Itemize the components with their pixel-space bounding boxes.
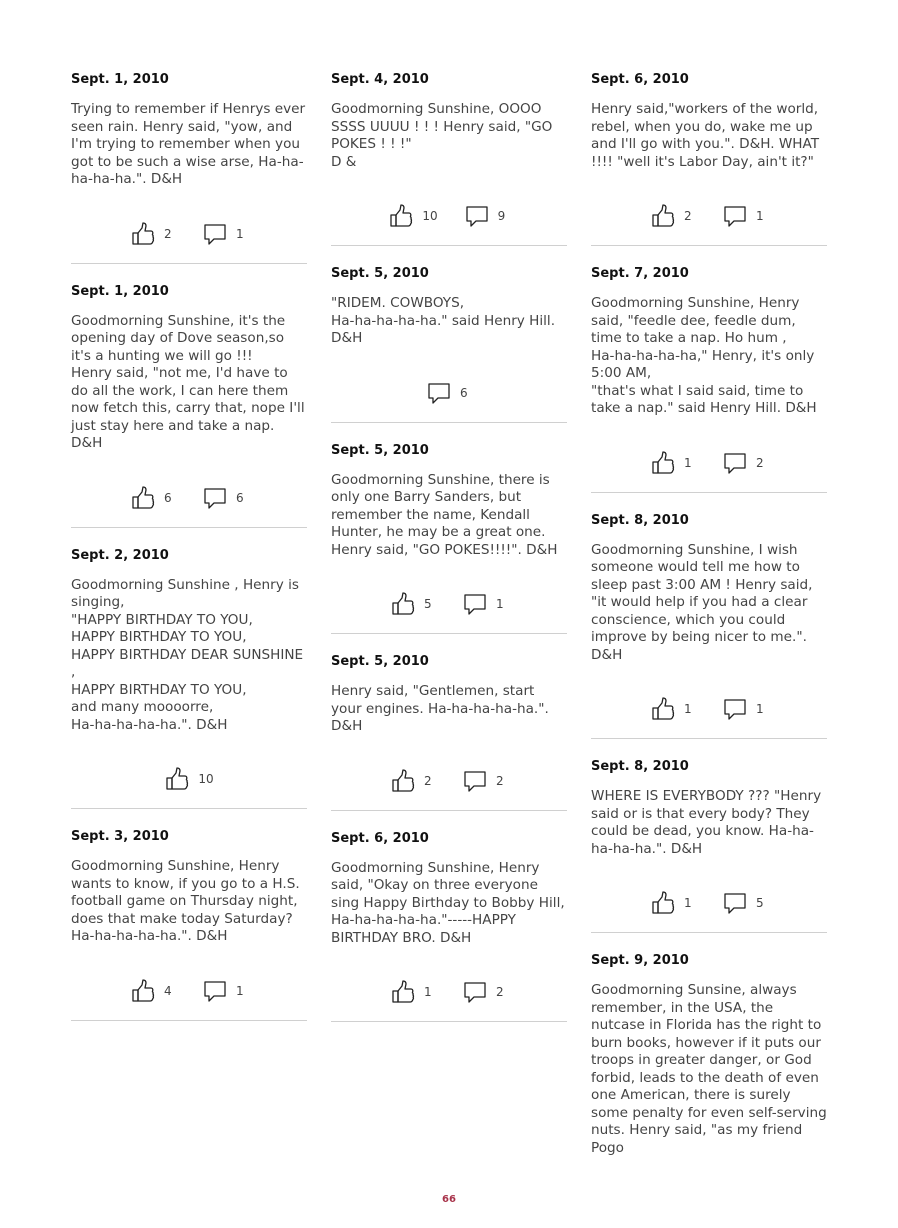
like-button[interactable]: [650, 450, 696, 476]
post-actions: [71, 483, 307, 513]
comment-count: 5: [756, 896, 764, 910]
post: [71, 72, 307, 264]
comment-button[interactable]: [462, 979, 508, 1005]
post-text: Henry said,"workers of the world, rebel, when you do, wake me up and I'll go with you.". D&H. WHAT !!!! "well it's Labor Day, ain't it?": [591, 101, 820, 170]
like-count: 1: [684, 702, 692, 716]
thumbs-up-icon: [390, 768, 416, 794]
post-text: Henry said, "Gentlemen, start your engines. Ha-ha-ha-ha-ha.". D&H: [331, 683, 549, 734]
post-text: Goodmorning Sunshine, it's the opening day of Dove season,so it's a hunting we will go !!! Henry said, "not me, I'd have to do all the work, I can here them now fetch this, carry that, nope I'll just stay here and take a nap. D&H: [71, 312, 305, 451]
speech-bubble-icon: [462, 591, 488, 617]
like-button[interactable]: [164, 766, 213, 792]
like-count: 5: [424, 597, 432, 611]
speech-bubble-icon: [722, 696, 748, 722]
comment-button[interactable]: [722, 890, 768, 916]
post: [591, 246, 827, 493]
post: [71, 528, 307, 810]
comment-count: 9: [497, 209, 506, 223]
thumbs-up-icon: [390, 591, 416, 617]
like-button[interactable]: [650, 696, 696, 722]
comment-button[interactable]: [202, 978, 248, 1004]
post-actions: [331, 378, 567, 408]
comment-count: 1: [756, 209, 764, 223]
post-text: Goodmorning Sunshine, Henry wants to know, if you go to a H.S. football game on Thursday night, does that make today Saturday? Ha-ha-ha-ha-ha.". D&H: [71, 858, 300, 944]
post-date: Sept. 7, 2010: [591, 266, 689, 281]
post-date: Sept. 6, 2010: [591, 72, 689, 87]
comment-button[interactable]: [722, 203, 768, 229]
like-count: 10: [422, 209, 438, 223]
post: [591, 739, 827, 933]
column-3: [591, 60, 827, 1171]
comment-button[interactable]: [202, 485, 248, 511]
post-date: Sept. 1, 2010: [71, 72, 169, 87]
like-button[interactable]: [390, 591, 436, 617]
post-text: WHERE IS EVERYBODY ??? "Henry said or is that every body? They could be dead, you know. Ha-ha-ha-ha-ha.". D&H: [591, 788, 822, 857]
speech-bubble-icon: [462, 979, 488, 1005]
post-date: Sept. 4, 2010: [331, 72, 429, 87]
post-actions: [331, 201, 567, 231]
like-button[interactable]: [388, 203, 437, 229]
like-button[interactable]: [650, 203, 696, 229]
like-button[interactable]: [390, 979, 436, 1005]
post-actions: [331, 977, 567, 1007]
post-actions: [591, 448, 827, 478]
thumbs-up-icon: [164, 766, 190, 792]
speech-bubble-icon: [462, 768, 488, 794]
comment-button[interactable]: [464, 203, 510, 229]
comment-count: 1: [236, 983, 244, 998]
comment-button[interactable]: [462, 591, 508, 617]
post-actions: [591, 694, 827, 724]
post: [331, 634, 567, 811]
post-date: Sept. 6, 2010: [331, 830, 429, 846]
comment-count: 2: [496, 773, 504, 788]
comment-button[interactable]: [722, 450, 768, 476]
comment-count: 6: [236, 490, 244, 505]
thumbs-up-icon: [390, 979, 416, 1005]
speech-bubble-icon: [202, 978, 228, 1004]
post-actions: [71, 976, 307, 1006]
speech-bubble-icon: [202, 221, 228, 247]
speech-bubble-icon: [722, 203, 748, 229]
like-button[interactable]: [130, 978, 176, 1004]
like-count: 2: [164, 226, 172, 241]
thumbs-up-icon: [130, 221, 156, 247]
comment-button[interactable]: [202, 221, 248, 247]
post-text: Trying to remember if Henrys ever seen rain. Henry said, "yow, and I'm trying to remember when you got to be such a wise arse, Ha-ha-ha-ha-ha.". D&H: [71, 101, 306, 187]
speech-bubble-icon: [426, 380, 452, 406]
post-text: Goodmorning Sunshine, OOOO SSSS UUUU ! ! ! Henry said, "GO POKES ! ! !" D &: [331, 101, 553, 170]
post: [331, 246, 567, 423]
post: [591, 933, 827, 1171]
like-button[interactable]: [130, 485, 176, 511]
comment-count: 1: [236, 226, 244, 241]
comment-count: 2: [756, 455, 764, 470]
like-count: 4: [164, 983, 172, 998]
post-text: Goodmorning Sunshine, Henry said, "Okay on three everyone sing Happy Birthday to Bobby Hill, Ha-ha-ha-ha-ha."-----HAPPY BIRTHDAY BRO. D&H: [331, 859, 565, 946]
like-button[interactable]: [130, 221, 176, 247]
post-text: Goodmorning Sunsine, always remember, in the USA, the nutcase in Florida has the right to burn books, however if it puts our troops in greater danger, or God forbid, leads to the death of even one American, there is surely some penalty for even self-serving nuts. Henry said, "as my friend Pogo: [591, 982, 827, 1156]
like-count: 1: [684, 455, 692, 470]
post-date: Sept. 8, 2010: [591, 759, 689, 774]
post-date: Sept. 5, 2010: [331, 442, 429, 458]
like-button[interactable]: [390, 768, 436, 794]
comment-count: 2: [496, 985, 504, 999]
post-date: Sept. 9, 2010: [591, 953, 689, 968]
like-count: 2: [684, 209, 692, 223]
post-actions: [591, 201, 827, 231]
post-text: Goodmorning Sunshine, I wish someone would tell me how to sleep past 3:00 AM ! Henry said, "it would help if you had a clear conscience, which you could improve by being nicer to me.". D&H: [591, 541, 813, 663]
like-count: 1: [684, 896, 692, 910]
post-actions: [331, 766, 567, 796]
post-date: Sept. 5, 2010: [331, 654, 429, 669]
post: [591, 493, 827, 740]
column-1: [71, 60, 307, 1021]
post: [331, 423, 567, 635]
post-actions: [71, 764, 307, 794]
speech-bubble-icon: [722, 890, 748, 916]
thumbs-up-icon: [650, 696, 676, 722]
post-text: Goodmorning Sunshine, there is only one Barry Sanders, but remember the name, Kendall Hunter, he may be a great one. Henry said, "GO POKES!!!!". D&H: [331, 471, 558, 558]
thumbs-up-icon: [130, 978, 156, 1004]
page-number: 66: [442, 1194, 456, 1205]
post: [331, 811, 567, 1023]
post: [71, 264, 307, 528]
like-count: 1: [424, 985, 432, 999]
post-text: Goodmorning Sunshine, Henry said, "feedle dee, feedle dum, time to take a nap. Ho hum , Ha-ha-ha-ha-ha," Henry, it's only 5:00 AM, "that's what I said said, time to take a nap." said Henry Hill. D&H: [591, 295, 817, 416]
comment-count: 6: [460, 385, 468, 400]
post-actions: [331, 589, 567, 619]
post-date: Sept. 8, 2010: [591, 512, 689, 528]
thumbs-up-icon: [388, 203, 414, 229]
post-date: Sept. 1, 2010: [71, 283, 169, 299]
post-text: Goodmorning Sunshine , Henry is singing, "HAPPY BIRTHDAY TO YOU, HAPPY BIRTHDAY TO YOU, HAPPY BIRTHDAY DEAR SUNSHINE , HAPPY BIRTHDAY TO YOU, and many moooorre, Ha-ha-ha-ha-ha.". D&H: [71, 576, 304, 733]
thumbs-up-icon: [650, 203, 676, 229]
comment-count: 1: [496, 597, 504, 611]
post: [71, 809, 307, 1021]
like-count: 10: [198, 772, 214, 786]
column-2: [331, 60, 567, 1022]
speech-bubble-icon: [202, 485, 228, 511]
comment-button[interactable]: [722, 696, 768, 722]
comment-button[interactable]: [426, 380, 472, 406]
post-actions: [591, 888, 827, 918]
comment-button[interactable]: [462, 768, 508, 794]
comment-count: 1: [756, 702, 764, 716]
post-date: Sept. 3, 2010: [71, 829, 169, 844]
like-button[interactable]: [650, 890, 696, 916]
speech-bubble-icon: [722, 450, 748, 476]
thumbs-up-icon: [650, 890, 676, 916]
post-date: Sept. 5, 2010: [331, 266, 429, 281]
like-count: 6: [164, 490, 172, 505]
post-actions: [71, 219, 307, 249]
post: [331, 72, 567, 246]
thumbs-up-icon: [130, 485, 156, 511]
speech-bubble-icon: [464, 203, 490, 229]
post-date: Sept. 2, 2010: [71, 547, 169, 563]
post-text: "RIDEM. COWBOYS, Ha-ha-ha-ha-ha." said Henry Hill. D&H: [331, 295, 556, 346]
thumbs-up-icon: [650, 450, 676, 476]
like-count: 2: [424, 773, 432, 788]
post: [591, 72, 827, 246]
